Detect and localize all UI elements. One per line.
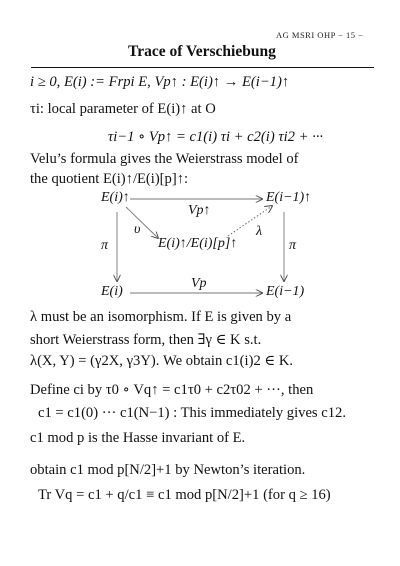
- lambda-formula-line: λ(X, Y) = (γ2X, γ3Y). We obtain c1(i)2 ∈ K.: [30, 353, 294, 369]
- diagram-top-left: E(i)↑: [101, 190, 130, 205]
- trace-formula-line: Tr Vq = c1 + q/c1 ≡ c1 mod p[N/2]+1 (for q ≥ 16): [38, 487, 331, 503]
- upsilon-label: υ: [134, 222, 141, 237]
- definition-line: i ≥ 0, E(i) := Frpi E, Vp↑ : E(i)↑ → E(i−1)↑: [30, 74, 290, 90]
- local-parameter-line: τi: local parameter of E(i)↑ at O: [30, 101, 216, 117]
- define-ci-line: Define ci by τ0 ∘ Vq↑ = c1τ0 + c2τ02 + ···, then: [30, 382, 314, 398]
- isomorphism-line: λ must be an isomorphism. If E is given by a: [30, 309, 292, 325]
- running-head: AG MSRI OHP − 15 −: [276, 30, 364, 40]
- diagram-top-right: E(i−1)↑: [266, 190, 312, 205]
- quotient-line: the quotient E(i)↑/E(i)[p]↑:: [30, 171, 189, 187]
- quotient-node: E(i)↑/E(i)[p]↑: [158, 236, 238, 251]
- left-arrow-label: π: [101, 238, 109, 253]
- diagram-bottom-right: E(i−1): [266, 284, 305, 299]
- lambda-label: λ: [256, 224, 263, 239]
- hasse-invariant-line: c1 mod p is the Hasse invariant of E.: [30, 430, 246, 446]
- newton-iteration-line: obtain c1 mod p[N/2]+1 by Newton’s iteration.: [30, 462, 306, 478]
- upsilon-arrow: [126, 207, 158, 238]
- page-title: Trace of Verschiebung: [128, 43, 276, 60]
- top-arrow-label: Vp↑: [188, 203, 211, 218]
- bottom-arrow-label: Vp: [191, 276, 207, 291]
- weierstrass-line: short Weierstrass form, then ∃γ ∈ K s.t.: [30, 332, 262, 348]
- c1-product-line: c1 = c1(0) ··· c1(N−1) : This immediately gives c12.: [38, 405, 346, 421]
- right-arrow-label: π: [289, 238, 297, 253]
- expansion-formula: τi−1 ∘ Vp↑ = c1(i) τi + c2(i) τi2 + ···: [108, 129, 324, 145]
- velu-line: Velu’s formula gives the Weierstrass model of: [30, 151, 299, 167]
- diagram-bottom-left: E(i): [101, 284, 123, 299]
- lambda-arrow: [228, 206, 272, 236]
